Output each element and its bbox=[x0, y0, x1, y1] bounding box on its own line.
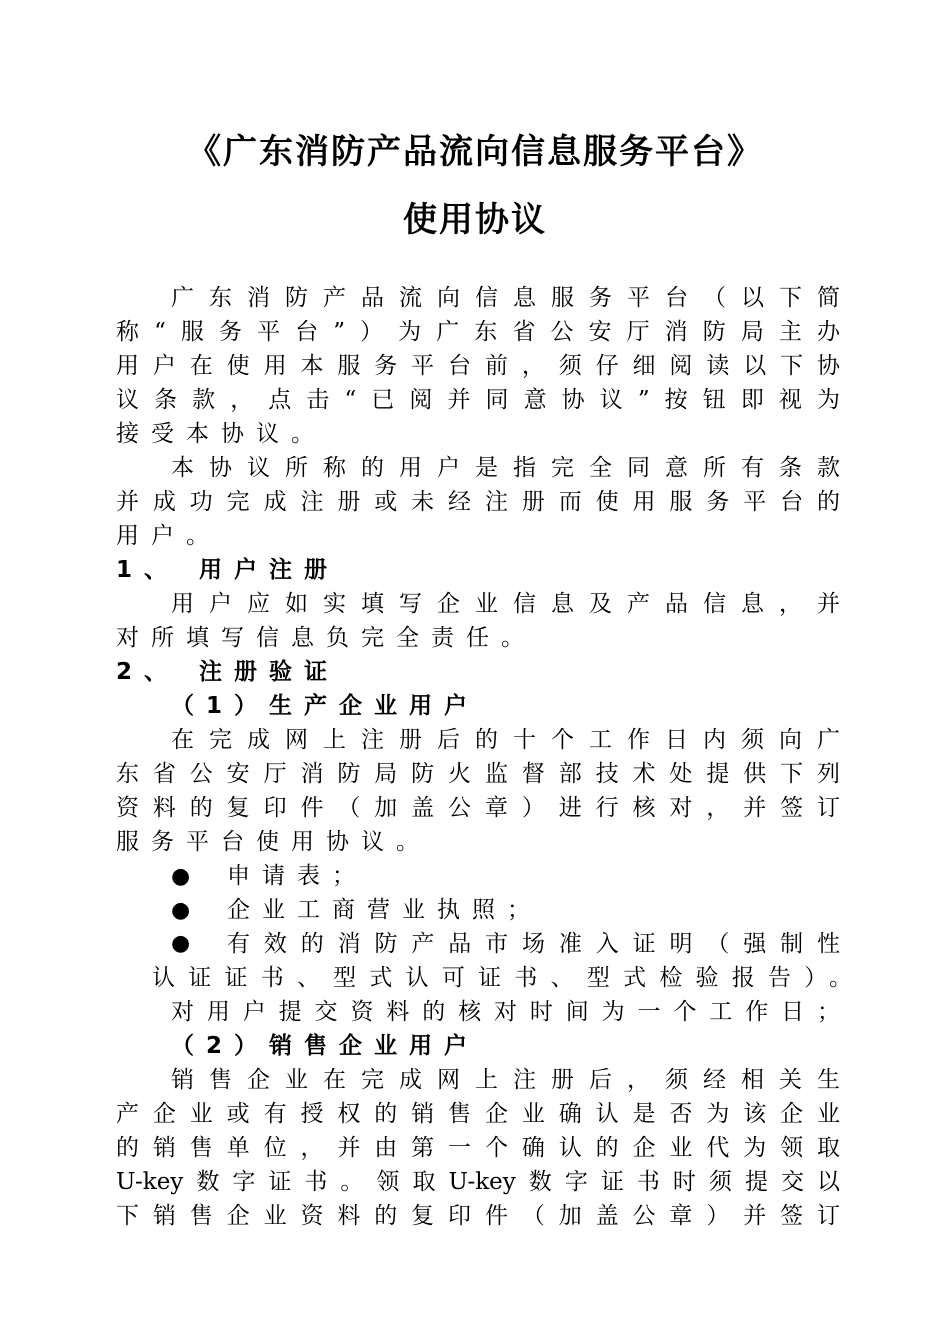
document-subtitle: 使用协议 bbox=[403, 200, 547, 240]
bullet-icon: ● bbox=[171, 931, 191, 956]
subsection-heading: （1）生产企业用户 bbox=[171, 693, 480, 719]
paragraph-line: 本协议所称的用户是指完全同意所有条款 bbox=[171, 455, 840, 481]
paragraph-line: 在完成网上注册后的十个工作日内须向广 bbox=[171, 727, 840, 753]
subsection-heading: （2）销售企业用户 bbox=[171, 1033, 480, 1059]
paragraph-line: 对所填写信息负完全责任。 bbox=[116, 625, 536, 651]
list-item bbox=[171, 859, 840, 893]
list-item bbox=[171, 927, 840, 961]
paragraph-line: U-key数字证书。领取U-key数字证书时须提交以 bbox=[116, 1169, 840, 1195]
paragraph-line: 资料的复印件（加盖公章）进行核对，并签订 bbox=[116, 795, 840, 821]
paragraph-line: 并成功完成注册或未经注册而使用服务平台的 bbox=[116, 489, 840, 515]
paragraph-line: 下销售企业资料的复印件（加盖公章）并签订 bbox=[116, 1203, 840, 1229]
paragraph-line: 销售企业在完成网上注册后，须经相关生 bbox=[171, 1067, 840, 1093]
paragraph-line: 广东消防产品流向信息服务平台（以下简 bbox=[171, 285, 840, 311]
bullet-icon: ● bbox=[171, 898, 191, 923]
list-item-text: 企业工商营业执照； bbox=[227, 897, 542, 923]
paragraph-line: 用户应如实填写企业信息及产品信息，并 bbox=[171, 591, 840, 617]
paragraph-line: 用户在使用本服务平台前，须仔细阅读以下协 bbox=[116, 353, 840, 379]
paragraph-line: 产企业或有授权的销售企业确认是否为该企业 bbox=[116, 1101, 840, 1127]
document-title: 《广东消防产品流向信息服务平台》 bbox=[187, 132, 763, 172]
paragraph-line: 认证证书、型式认可证书、型式检验报告）。 bbox=[152, 965, 852, 991]
paragraph-line: 对用户提交资料的核对时间为一个工作日； bbox=[171, 999, 840, 1025]
list-item bbox=[171, 893, 840, 927]
paragraph-line: 东省公安厅消防局防火监督部技术处提供下列 bbox=[116, 761, 840, 787]
paragraph-line: 议条款，点击“已阅并同意协议”按钮即视为 bbox=[116, 387, 840, 413]
paragraph-line: 称“服务平台”）为广东省公安厅消防局主办 bbox=[116, 319, 840, 345]
paragraph-line: 服务平台使用协议。 bbox=[116, 829, 431, 855]
paragraph-line: 用户。 bbox=[116, 523, 221, 549]
list-item-text: 有效的消防产品市场准入证明（强制性 bbox=[227, 931, 840, 957]
paragraph-line: 接受本协议。 bbox=[116, 421, 326, 447]
section-heading: 2、 注册验证 bbox=[116, 659, 340, 685]
list-item-text: 申请表； bbox=[227, 863, 367, 889]
paragraph-line: 的销售单位，并由第一个确认的企业代为领取 bbox=[116, 1135, 840, 1161]
section-heading: 1、 用户注册 bbox=[116, 557, 340, 583]
bullet-icon: ● bbox=[171, 864, 191, 889]
